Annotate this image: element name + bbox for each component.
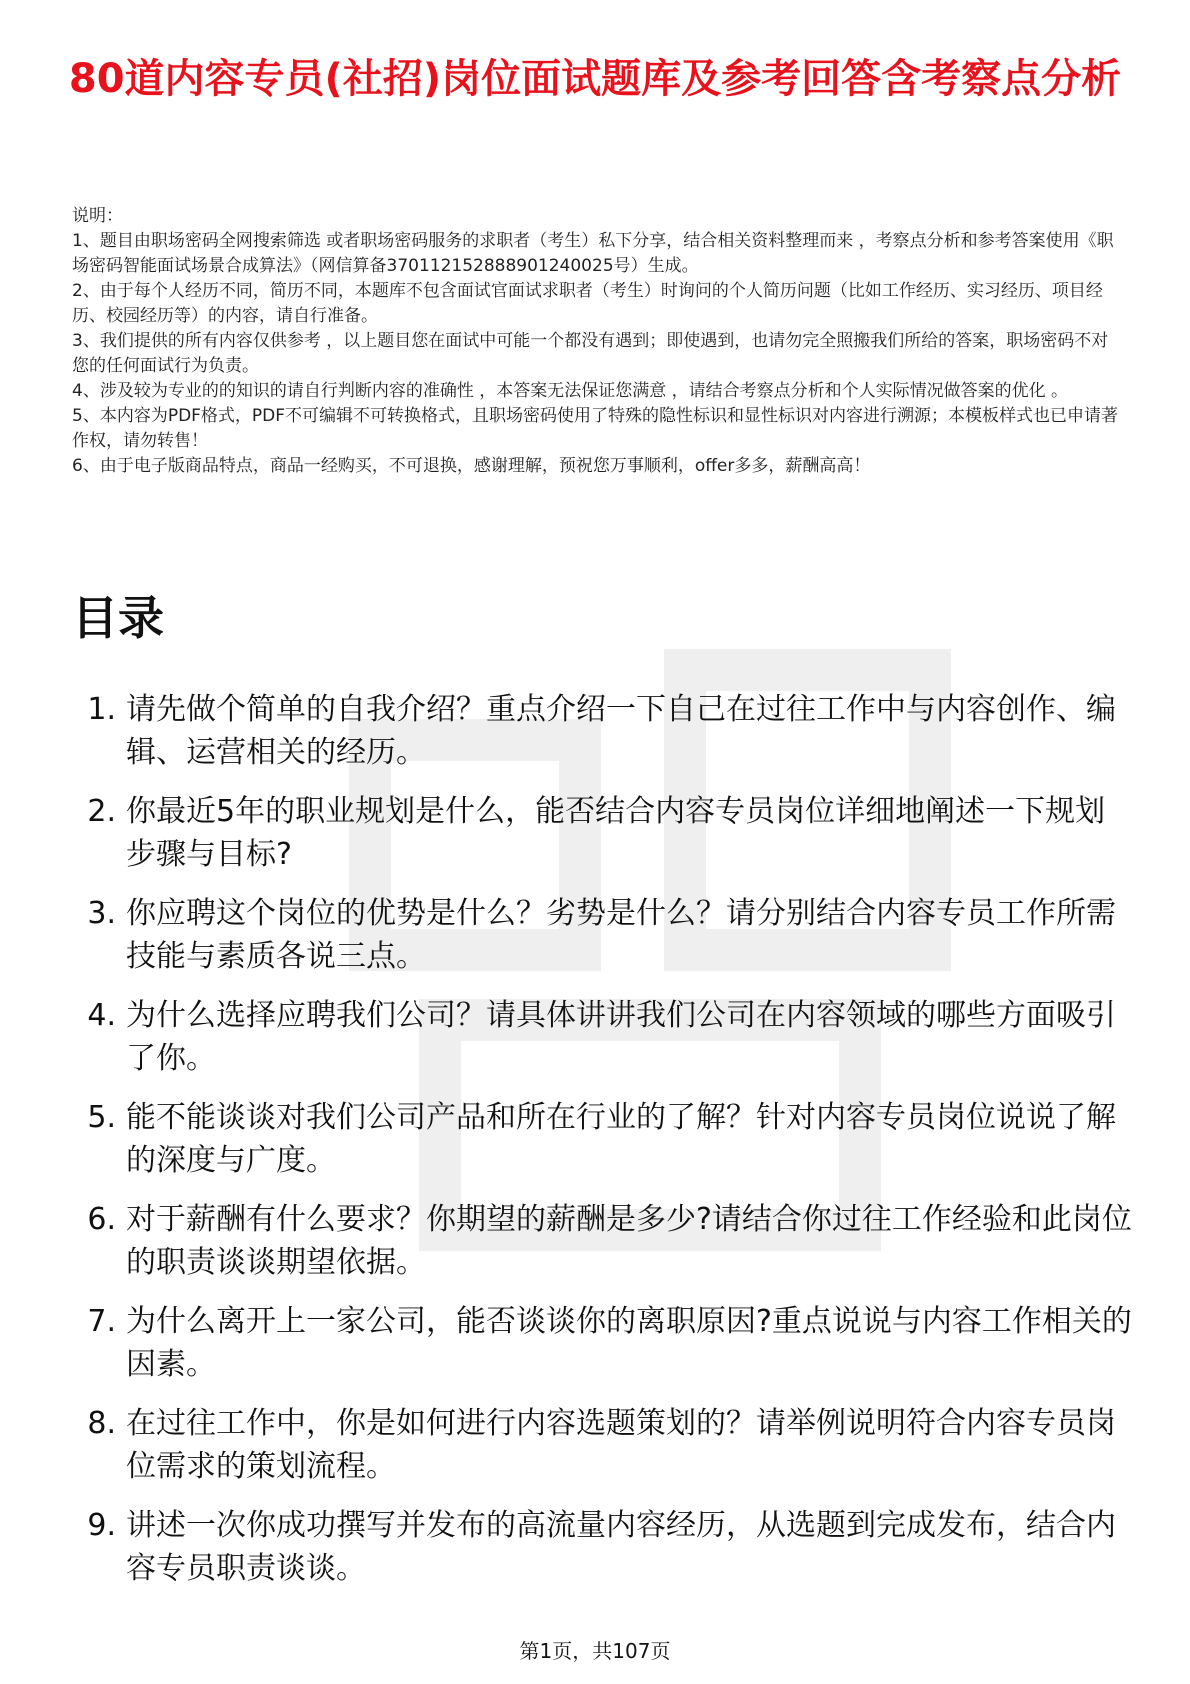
note-item: 2、由于每个人经历不同，简历不同，本题库不包含面试官面试求职者（考生）时询问的个人简历问题（比如工作经历、实习经历、项目经历、校园经历等）的内容，请自行准备。 xyxy=(72,281,1103,326)
toc-item-number: 9. xyxy=(87,1508,116,1543)
toc-item xyxy=(72,1300,1132,1402)
note-item: 4、涉及较为专业的的知识的请自行判断内容的准确性 ，本答案无法保证您满意 ，请结合考察点分析和个人实际情况做答案的优化 。 xyxy=(72,381,1069,401)
toc-item xyxy=(72,994,1132,1096)
toc-item-text: 请先做个简单的自我介绍？重点介绍一下自己在过往工作中与内容创作、编辑、运营相关的经历。 xyxy=(126,692,1116,770)
note-item: 6、由于电子版商品特点，商品一经购买，不可退换，感谢理解，预祝您万事顺利，offer多多，薪酬高高！ xyxy=(72,456,871,476)
toc-item-number: 4. xyxy=(87,998,116,1033)
toc-item-text: 在过往工作中，你是如何进行内容选题策划的？请举例说明符合内容专员岗位需求的策划流程。 xyxy=(126,1406,1116,1484)
toc-item xyxy=(72,1096,1132,1198)
notes-label: 说明： xyxy=(72,206,123,226)
note-item: 1、题目由职场密码全网搜索筛选 或者职场密码服务的求职者（考生）私下分享，结合相关资料整理而来 ，考察点分析和参考答案使用《职场密码智能面试场景合成算法》（网信算备370112152888901240025号）生成。 xyxy=(72,231,1114,276)
toc-item-number: 5. xyxy=(87,1100,116,1135)
toc-item-number: 7. xyxy=(87,1304,116,1339)
toc-item xyxy=(72,1198,1132,1300)
note-item: 5、本内容为PDF格式，PDF不可编辑不可转换格式，且职场密码使用了特殊的隐性标识和显性标识对内容进行溯源；本模板样式也已申请著作权，请勿转售！ xyxy=(72,406,1119,451)
toc-item xyxy=(72,790,1132,892)
toc-item xyxy=(72,688,1132,790)
toc-item-number: 2. xyxy=(87,794,116,829)
note-item: 3、我们提供的所有内容仅供参考 ，以上题目您在面试中可能一个都没有遇到；即使遇到，也请勿完全照搬我们所给的答案，职场密码不对您的任何面试行为负责。 xyxy=(72,331,1109,376)
toc-item-number: 3. xyxy=(87,896,116,931)
toc-item-text: 为什么离开上一家公司，能否谈谈你的离职原因?重点说说与内容工作相关的因素。 xyxy=(126,1304,1132,1382)
toc-item-text: 你应聘这个岗位的优势是什么？劣势是什么？请分别结合内容专员工作所需技能与素质各说三点。 xyxy=(126,896,1116,974)
toc-item-text: 对于薪酬有什么要求？你期望的薪酬是多少?请结合你过往工作经验和此岗位的职责谈谈期望依据。 xyxy=(126,1202,1132,1280)
document-title: 80道内容专员(社招)岗位面试题库及参考回答含考察点分析 xyxy=(68,56,1122,102)
toc-item xyxy=(72,892,1132,994)
toc-item-number: 6. xyxy=(87,1202,116,1237)
toc-item xyxy=(72,1504,1132,1606)
toc-item-text: 为什么选择应聘我们公司？请具体讲讲我们公司在内容领域的哪些方面吸引了你。 xyxy=(126,998,1116,1076)
notes-section xyxy=(72,204,1122,479)
toc-item-text: 讲述一次你成功撰写并发布的高流量内容经历，从选题到完成发布，结合内容专员职责谈谈。 xyxy=(126,1508,1116,1586)
toc-item-number: 8. xyxy=(87,1406,116,1441)
toc-item-text: 你最近5年的职业规划是什么，能否结合内容专员岗位详细地阐述一下规划步骤与目标? xyxy=(126,794,1106,872)
toc-item-number: 1. xyxy=(87,692,116,727)
toc-item-text: 能不能谈谈对我们公司产品和所在行业的了解？针对内容专员岗位说说了解的深度与广度。 xyxy=(126,1100,1116,1178)
toc-list xyxy=(72,688,1132,1606)
page-footer: 第1页，共107页 xyxy=(519,1639,671,1663)
toc-heading: 目录 xyxy=(72,591,164,645)
toc-item xyxy=(72,1402,1132,1504)
